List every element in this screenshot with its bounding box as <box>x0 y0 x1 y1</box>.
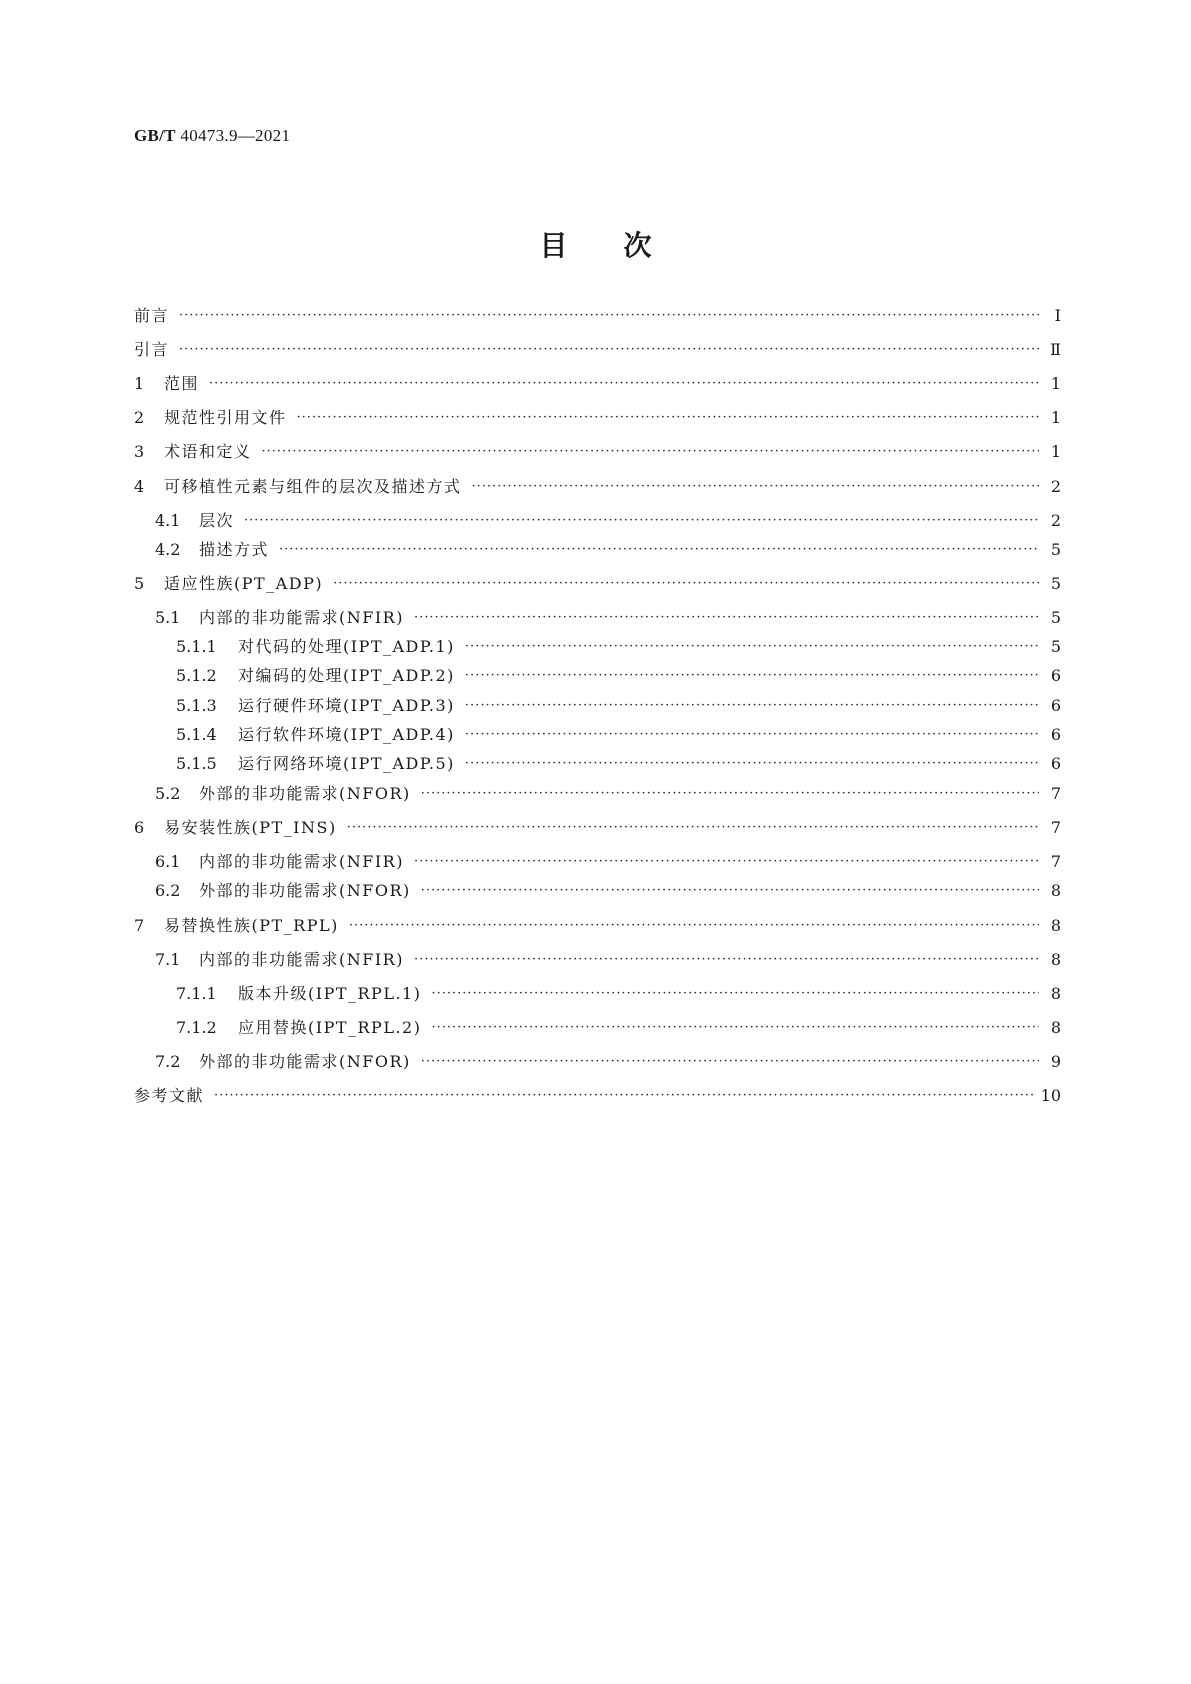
toc-entry[interactable] <box>134 948 1061 972</box>
toc-entry[interactable] <box>134 538 1061 562</box>
toc-entry-label: 术语和定义 <box>164 442 252 461</box>
toc-entry-label: 版本升级(IPT_RPL.1) <box>238 984 422 1003</box>
toc-entry-label: 参考文献 <box>134 1086 205 1105</box>
toc-entry-number: 5.1.5 <box>176 754 217 773</box>
toc-entry-page: 7 <box>1050 784 1061 803</box>
toc-entry-label: 内部的非功能需求(NFIR) <box>199 852 404 871</box>
toc-entry-page: 2 <box>1050 511 1061 530</box>
toc-dot-leader <box>465 723 1039 747</box>
toc-entry[interactable] <box>134 1016 1061 1040</box>
toc-entry-page: 6 <box>1050 696 1061 715</box>
toc-entry-number: 5.1.4 <box>176 725 217 744</box>
toc-entry-page: 9 <box>1050 1052 1061 1071</box>
toc-entry-label: 运行网络环境(IPT_ADP.5) <box>238 754 455 773</box>
toc-entry-page: 6 <box>1050 725 1061 744</box>
toc-entry-label: 外部的非功能需求(NFOR) <box>199 784 411 803</box>
toc-entry[interactable] <box>134 440 1061 464</box>
toc-entry[interactable] <box>134 752 1061 776</box>
toc-entry-label: 运行软件环境(IPT_ADP.4) <box>238 725 455 744</box>
toc-entry[interactable] <box>134 635 1061 659</box>
standard-prefix: GB/T <box>134 126 176 145</box>
toc-dot-leader <box>349 914 1039 938</box>
toc-entry[interactable] <box>134 914 1061 938</box>
toc-dot-leader <box>262 440 1039 464</box>
toc-entry[interactable] <box>134 338 1061 362</box>
toc-entry-label: 前言 <box>134 306 170 325</box>
toc-entry-label: 外部的非功能需求(NFOR) <box>199 1052 411 1071</box>
toc-entry-page: Ⅰ <box>1054 306 1061 325</box>
toc-dot-leader <box>244 509 1039 533</box>
toc-entry-page: 7 <box>1050 852 1061 871</box>
toc-dot-leader <box>414 948 1039 972</box>
toc-entry[interactable] <box>134 782 1061 806</box>
toc-entry[interactable] <box>134 694 1061 718</box>
toc-entry-page: 5 <box>1050 574 1061 593</box>
toc-entry-number: 5 <box>134 574 145 593</box>
toc-entry[interactable] <box>134 816 1061 840</box>
toc-entry-number: 5.1.2 <box>176 666 217 685</box>
toc-dot-leader <box>209 372 1039 396</box>
toc-entry-label: 外部的非功能需求(NFOR) <box>199 881 411 900</box>
toc-entry-label: 运行硬件环境(IPT_ADP.3) <box>238 696 455 715</box>
toc-entry-label: 引言 <box>134 340 170 359</box>
toc-dot-leader <box>465 694 1039 718</box>
toc-dot-leader <box>421 782 1039 806</box>
toc-entry-number: 3 <box>134 442 145 461</box>
toc-entry[interactable] <box>134 850 1061 874</box>
toc-entry-page: 8 <box>1050 984 1061 1003</box>
toc-entry-number: 7.1.1 <box>176 984 217 1003</box>
toc-entry[interactable] <box>134 509 1061 533</box>
toc-entry[interactable] <box>134 1084 1061 1108</box>
toc-entry[interactable] <box>134 475 1061 499</box>
toc-dot-leader <box>465 752 1039 776</box>
toc-entry-number: 5.2 <box>155 784 181 803</box>
toc-dot-leader <box>414 850 1039 874</box>
toc-entry-number: 5.1 <box>155 608 181 627</box>
toc-dot-leader <box>465 664 1039 688</box>
toc-entry-number: 7.1 <box>155 950 181 969</box>
toc-entry-label: 对编码的处理(IPT_ADP.2) <box>238 666 455 685</box>
toc-entry-page: 5 <box>1050 540 1061 559</box>
toc-entry-page: 6 <box>1050 754 1061 773</box>
toc-entry-page: 8 <box>1050 881 1061 900</box>
toc-entry-number: 1 <box>134 374 145 393</box>
toc-entry-number: 6.2 <box>155 881 181 900</box>
standard-number: 40473.9—2021 <box>180 126 291 145</box>
toc-dot-leader <box>421 1050 1039 1074</box>
toc-entry-number: 2 <box>134 408 145 427</box>
toc-entry[interactable] <box>134 664 1061 688</box>
table-of-contents <box>134 0 1061 1684</box>
toc-entry-page: 1 <box>1050 374 1061 393</box>
toc-entry-label: 描述方式 <box>199 540 270 559</box>
toc-entry-page: 6 <box>1050 666 1061 685</box>
toc-dot-leader <box>431 1016 1039 1040</box>
toc-dot-leader <box>465 635 1039 659</box>
toc-entry[interactable] <box>134 723 1061 747</box>
toc-entry-label: 内部的非功能需求(NFIR) <box>199 608 404 627</box>
toc-entry-number: 4 <box>134 477 145 496</box>
toc-dot-leader <box>214 1084 1033 1108</box>
toc-entry-number: 6.1 <box>155 852 181 871</box>
toc-entry[interactable] <box>134 372 1061 396</box>
toc-entry-page: 1 <box>1050 442 1061 461</box>
toc-entry-label: 应用替换(IPT_RPL.2) <box>238 1018 422 1037</box>
toc-dot-leader <box>279 538 1039 562</box>
toc-entry-page: 7 <box>1050 818 1061 837</box>
toc-entry-number: 7 <box>134 916 145 935</box>
toc-entry-number: 6 <box>134 818 145 837</box>
toc-entry-number: 4.1 <box>155 511 181 530</box>
toc-dot-leader <box>179 304 1039 328</box>
toc-entry[interactable] <box>134 1050 1061 1074</box>
toc-entry-number: 7.2 <box>155 1052 181 1071</box>
toc-dot-leader <box>333 572 1039 596</box>
toc-dot-leader <box>421 879 1039 903</box>
toc-entry-label: 层次 <box>199 511 235 530</box>
toc-entry[interactable] <box>134 606 1061 630</box>
toc-entry[interactable] <box>134 982 1061 1006</box>
toc-entry-page: 1 <box>1050 408 1061 427</box>
toc-dot-leader <box>414 606 1039 630</box>
toc-dot-leader <box>472 475 1039 499</box>
toc-entry-page: 5 <box>1050 608 1061 627</box>
toc-dot-leader <box>347 816 1039 840</box>
toc-entry-number: 5.1.3 <box>176 696 217 715</box>
toc-entry-page: 5 <box>1050 637 1061 656</box>
toc-entry-page: Ⅱ <box>1050 340 1061 359</box>
toc-entry[interactable] <box>134 304 1061 328</box>
toc-entry-label: 易替换性族(PT_RPL) <box>164 916 339 935</box>
toc-entry[interactable] <box>134 406 1061 430</box>
toc-entry-page: 8 <box>1050 916 1061 935</box>
toc-dot-leader <box>431 982 1039 1006</box>
toc-entry-label: 易安装性族(PT_INS) <box>164 818 337 837</box>
toc-dot-leader <box>179 338 1039 362</box>
toc-entry-label: 可移植性元素与组件的层次及描述方式 <box>164 477 462 496</box>
toc-entry-label: 对代码的处理(IPT_ADP.1) <box>238 637 455 656</box>
toc-entry[interactable] <box>134 879 1061 903</box>
toc-entry-number: 4.2 <box>155 540 181 559</box>
toc-dot-leader <box>297 406 1039 430</box>
toc-entry-label: 内部的非功能需求(NFIR) <box>199 950 404 969</box>
toc-entry-number: 5.1.1 <box>176 637 217 656</box>
toc-entry-number: 7.1.2 <box>176 1018 217 1037</box>
toc-entry-page: 8 <box>1050 950 1061 969</box>
page-title: 目次 <box>539 229 708 262</box>
toc-entry-page: 10 <box>1040 1086 1061 1105</box>
toc-entry-page: 2 <box>1050 477 1061 496</box>
toc-entry-label: 规范性引用文件 <box>164 408 287 427</box>
toc-entry-label: 范围 <box>164 374 200 393</box>
toc-entry[interactable] <box>134 572 1061 596</box>
toc-entry-page: 8 <box>1050 1018 1061 1037</box>
toc-entry-label: 适应性族(PT_ADP) <box>164 574 324 593</box>
